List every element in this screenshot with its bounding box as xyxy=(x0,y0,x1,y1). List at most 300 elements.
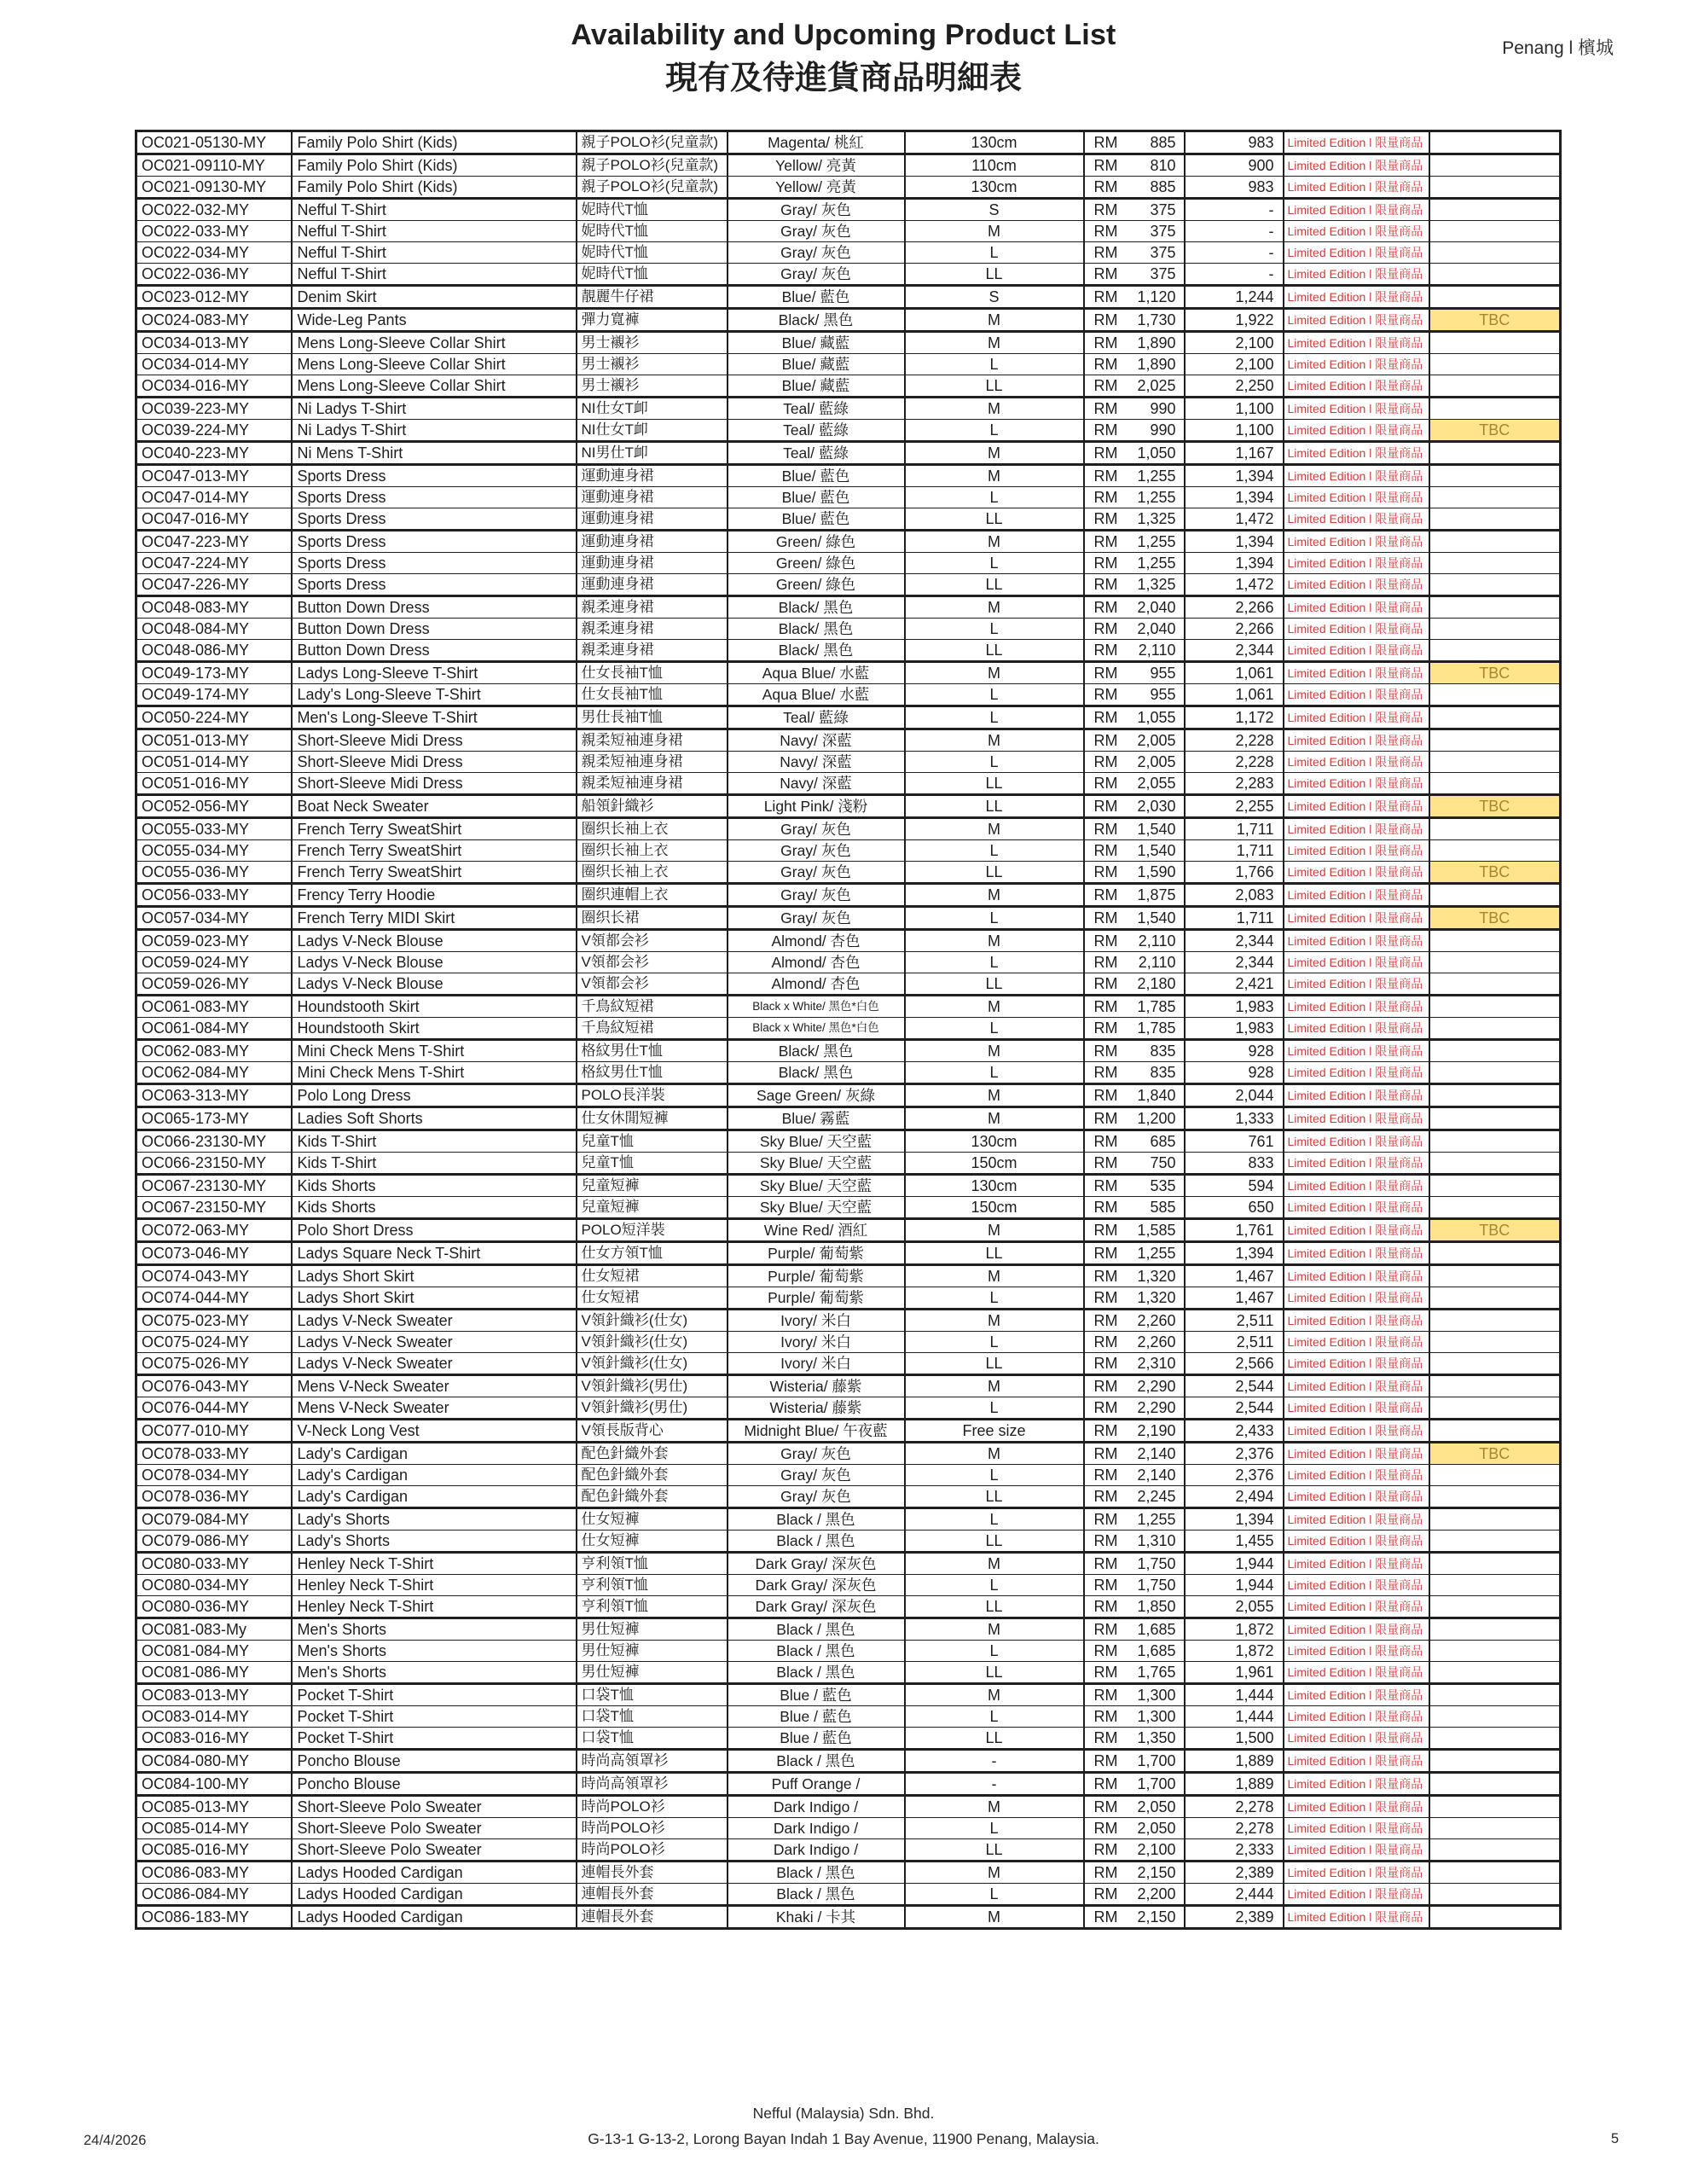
cell-size: L xyxy=(905,487,1084,508)
currency-label: RM xyxy=(1093,489,1118,506)
cell-color: Gray/ 灰色 xyxy=(728,907,905,930)
cell-product-code: OC074-043-MY xyxy=(136,1265,292,1287)
currency-label: RM xyxy=(1093,1289,1118,1306)
cell-price xyxy=(1084,1596,1185,1618)
cell-member-price: 2,444 xyxy=(1185,1884,1284,1906)
cell-product-name-zh: 仕女短褲 xyxy=(577,1508,728,1531)
cell-price xyxy=(1084,1084,1185,1107)
cell-tbc-status xyxy=(1429,1508,1561,1531)
cell-color: Black / 黑色 xyxy=(728,1750,905,1773)
cell-product-code: OC047-224-MY xyxy=(136,553,292,574)
cell-tbc-status xyxy=(1429,1818,1561,1839)
cell-product-name-en: Frency Terry Hoodie xyxy=(292,884,577,907)
table-row xyxy=(136,752,1561,773)
cell-color: Gray/ 灰色 xyxy=(728,862,905,884)
cell-member-price: 1,472 xyxy=(1185,508,1284,531)
cell-size: M xyxy=(905,309,1084,332)
cell-price xyxy=(1084,487,1185,508)
cell-product-code: OC080-033-MY xyxy=(136,1553,292,1575)
cell-product-name-en: Wide-Leg Pants xyxy=(292,309,577,332)
cell-size: M xyxy=(905,1107,1084,1130)
cell-price xyxy=(1084,465,1185,487)
cell-color: Almond/ 杏色 xyxy=(728,952,905,973)
table-row xyxy=(136,1040,1561,1062)
price-value: 2,050 xyxy=(1137,1798,1176,1815)
currency-label: RM xyxy=(1093,1511,1118,1528)
cell-product-name-zh: 仕女休閒短褲 xyxy=(577,1107,728,1130)
cell-tbc-status xyxy=(1429,884,1561,907)
cell-color: Teal/ 藍綠 xyxy=(728,706,905,729)
cell-tbc-status xyxy=(1429,1107,1561,1130)
cell-product-code: OC047-226-MY xyxy=(136,574,292,596)
cell-color: Black / 黑色 xyxy=(728,1884,905,1906)
cell-product-name-en: Ladys V-Neck Blouse xyxy=(292,973,577,996)
price-value: 2,040 xyxy=(1137,620,1176,637)
price-value: 2,025 xyxy=(1137,377,1176,394)
cell-product-name-zh: 時尚高領罩衫 xyxy=(577,1750,728,1773)
cell-product-name-en: Boat Neck Sweater xyxy=(292,795,577,818)
cell-color: Dark Gray/ 深灰色 xyxy=(728,1575,905,1596)
cell-price xyxy=(1084,199,1185,221)
cell-product-name-en: Mini Check Mens T-Shirt xyxy=(292,1062,577,1084)
table-row xyxy=(136,1219,1561,1242)
cell-size: M xyxy=(905,1040,1084,1062)
price-value: 2,110 xyxy=(1138,642,1176,659)
cell-size: M xyxy=(905,884,1084,907)
cell-price xyxy=(1084,1575,1185,1596)
cell-product-name-en: Lady's Cardigan xyxy=(292,1443,577,1465)
price-value: 1,590 xyxy=(1137,863,1176,880)
cell-member-price: 1,766 xyxy=(1185,862,1284,884)
cell-color: Gray/ 灰色 xyxy=(728,221,905,242)
cell-product-name-zh: 時尚POLO衫 xyxy=(577,1839,728,1862)
table-row xyxy=(136,177,1561,199)
cell-price xyxy=(1084,1353,1185,1375)
cell-product-name-en: Mens Long-Sleeve Collar Shirt xyxy=(292,354,577,375)
currency-label: RM xyxy=(1093,377,1118,394)
cell-product-name-en: Sports Dress xyxy=(292,465,577,487)
currency-label: RM xyxy=(1093,244,1118,261)
cell-size: M xyxy=(905,1443,1084,1465)
cell-product-name-zh: 親柔短袖連身裙 xyxy=(577,729,728,752)
currency-label: RM xyxy=(1093,821,1118,838)
cell-member-price: 2,044 xyxy=(1185,1084,1284,1107)
price-value: 2,005 xyxy=(1137,753,1176,770)
cell-product-name-en: Ladys Long-Sleeve T-Shirt xyxy=(292,662,577,684)
cell-limited-edition-label: Limited Edition l 限量商品 xyxy=(1284,574,1429,596)
cell-member-price: - xyxy=(1185,264,1284,286)
cell-limited-edition-label: Limited Edition l 限量商品 xyxy=(1284,1375,1429,1397)
cell-tbc-status xyxy=(1429,1084,1561,1107)
price-value: 1,540 xyxy=(1137,842,1176,859)
cell-product-name-zh: 親子POLO衫(兒童款) xyxy=(577,131,728,154)
cell-tbc-status xyxy=(1429,286,1561,309)
cell-member-price: 928 xyxy=(1185,1062,1284,1084)
table-row xyxy=(136,1553,1561,1575)
cell-product-name-en: Houndstooth Skirt xyxy=(292,1018,577,1040)
product-table xyxy=(135,130,1562,1930)
cell-size: 130cm xyxy=(905,177,1084,199)
cell-product-name-en: Ladys V-Neck Sweater xyxy=(292,1332,577,1353)
table-row xyxy=(136,242,1561,264)
cell-product-code: OC061-083-MY xyxy=(136,996,292,1018)
cell-product-code: OC078-036-MY xyxy=(136,1486,292,1508)
cell-price xyxy=(1084,1531,1185,1553)
table-row xyxy=(136,508,1561,531)
price-value: 2,180 xyxy=(1137,975,1176,992)
cell-price xyxy=(1084,596,1185,619)
cell-color: Teal/ 藍綠 xyxy=(728,442,905,465)
cell-limited-edition-label: Limited Edition l 限量商品 xyxy=(1284,930,1429,952)
table-row xyxy=(136,662,1561,684)
cell-size: L xyxy=(905,420,1084,442)
cell-price xyxy=(1084,840,1185,862)
footer-company-block xyxy=(0,2100,1687,2152)
cell-tbc-status xyxy=(1429,242,1561,264)
cell-size: M xyxy=(905,1906,1084,1929)
currency-label: RM xyxy=(1093,1043,1118,1060)
cell-price xyxy=(1084,1018,1185,1040)
cell-price xyxy=(1084,1486,1185,1508)
cell-size: M xyxy=(905,1796,1084,1818)
cell-limited-edition-label: Limited Edition l 限量商品 xyxy=(1284,264,1429,286)
cell-price xyxy=(1084,1130,1185,1153)
cell-price xyxy=(1084,1684,1185,1706)
cell-tbc-status xyxy=(1429,1153,1561,1175)
cell-product-name-en: Men's Shorts xyxy=(292,1662,577,1684)
currency-label: RM xyxy=(1093,157,1118,174)
cell-product-name-zh: 兒童T恤 xyxy=(577,1130,728,1153)
price-value: 2,150 xyxy=(1137,1908,1176,1926)
cell-member-price: 1,467 xyxy=(1185,1265,1284,1287)
cell-price xyxy=(1084,1040,1185,1062)
price-value: 810 xyxy=(1150,157,1176,174)
cell-color: Black / 黑色 xyxy=(728,1618,905,1641)
cell-product-name-en: Family Polo Shirt (Kids) xyxy=(292,154,577,177)
footer-address: G-13-1 G-13-2, Lorong Bayan Indah 1 Bay Avenue, 11900 Penang, Malaysia. xyxy=(588,2130,1099,2147)
cell-color: Black / 黑色 xyxy=(728,1641,905,1662)
table-row xyxy=(136,1443,1561,1465)
currency-label: RM xyxy=(1093,1532,1118,1549)
cell-member-price: 2,255 xyxy=(1185,795,1284,818)
cell-size: M xyxy=(905,1310,1084,1332)
cell-tbc-status xyxy=(1429,264,1561,286)
currency-label: RM xyxy=(1093,1621,1118,1638)
cell-price xyxy=(1084,264,1185,286)
cell-product-code: OC073-046-MY xyxy=(136,1242,292,1265)
cell-tbc-status xyxy=(1429,465,1561,487)
price-value: 1,255 xyxy=(1137,555,1176,572)
cell-color: Yellow/ 亮黃 xyxy=(728,177,905,199)
cell-limited-edition-label: Limited Edition l 限量商品 xyxy=(1284,1706,1429,1728)
cell-product-name-en: Ladys Square Neck T-Shirt xyxy=(292,1242,577,1265)
cell-limited-edition-label: Limited Edition l 限量商品 xyxy=(1284,1443,1429,1465)
cell-product-code: OC024-083-MY xyxy=(136,309,292,332)
cell-color: Gray/ 灰色 xyxy=(728,264,905,286)
cell-product-code: OC022-032-MY xyxy=(136,199,292,221)
currency-label: RM xyxy=(1093,1664,1118,1681)
cell-limited-edition-label: Limited Edition l 限量商品 xyxy=(1284,177,1429,199)
cell-price xyxy=(1084,1818,1185,1839)
cell-color: Sky Blue/ 天空藍 xyxy=(728,1197,905,1219)
cell-product-code: OC081-083-My xyxy=(136,1618,292,1641)
cell-tbc-status xyxy=(1429,1684,1561,1706)
cell-price xyxy=(1084,640,1185,662)
cell-member-price: 2,344 xyxy=(1185,930,1284,952)
currency-label: RM xyxy=(1093,1467,1118,1484)
table-row xyxy=(136,1310,1561,1332)
cell-color: Almond/ 杏色 xyxy=(728,973,905,996)
cell-size: LL xyxy=(905,508,1084,531)
table-row xyxy=(136,795,1561,818)
cell-limited-edition-label: Limited Edition l 限量商品 xyxy=(1284,1796,1429,1818)
cell-product-name-en: Ladys V-Neck Sweater xyxy=(292,1310,577,1332)
cell-limited-edition-label: Limited Edition l 限量商品 xyxy=(1284,1728,1429,1750)
cell-product-name-en: Ladys V-Neck Blouse xyxy=(292,930,577,952)
cell-size: LL xyxy=(905,1596,1084,1618)
cell-member-price: 2,544 xyxy=(1185,1375,1284,1397)
cell-product-name-zh: 兒童短褲 xyxy=(577,1175,728,1197)
price-value: 1,750 xyxy=(1137,1577,1176,1594)
cell-product-code: OC079-086-MY xyxy=(136,1531,292,1553)
cell-color: Green/ 綠色 xyxy=(728,574,905,596)
cell-member-price: 2,433 xyxy=(1185,1420,1284,1443)
cell-tbc-status xyxy=(1429,1062,1561,1084)
price-value: 1,055 xyxy=(1137,709,1176,726)
currency-label: RM xyxy=(1093,1268,1118,1285)
cell-member-price: 2,100 xyxy=(1185,354,1284,375)
cell-price xyxy=(1084,1465,1185,1486)
cell-product-name-en: Nefful T-Shirt xyxy=(292,264,577,286)
cell-color: Blue / 藍色 xyxy=(728,1684,905,1706)
table-row xyxy=(136,640,1561,662)
cell-member-price: 2,566 xyxy=(1185,1353,1284,1375)
cell-color: Blue / 藍色 xyxy=(728,1706,905,1728)
cell-price xyxy=(1084,375,1185,398)
currency-label: RM xyxy=(1093,932,1118,950)
table-row xyxy=(136,1884,1561,1906)
cell-color: Sky Blue/ 天空藍 xyxy=(728,1175,905,1197)
cell-tbc-status xyxy=(1429,1310,1561,1332)
table-row xyxy=(136,818,1561,840)
cell-limited-edition-label: Limited Edition l 限量商品 xyxy=(1284,1641,1429,1662)
currency-label: RM xyxy=(1093,1312,1118,1329)
cell-member-price: 2,544 xyxy=(1185,1397,1284,1420)
cell-limited-edition-label: Limited Edition l 限量商品 xyxy=(1284,752,1429,773)
cell-product-name-en: Men's Shorts xyxy=(292,1618,577,1641)
cell-member-price: 1,172 xyxy=(1185,706,1284,729)
cell-limited-edition-label: Limited Edition l 限量商品 xyxy=(1284,1265,1429,1287)
table-row xyxy=(136,1818,1561,1839)
cell-size: LL xyxy=(905,1486,1084,1508)
cell-product-code: OC023-012-MY xyxy=(136,286,292,309)
cell-price xyxy=(1084,1397,1185,1420)
cell-product-code: OC086-083-MY xyxy=(136,1862,292,1884)
cell-limited-edition-label: Limited Edition l 限量商品 xyxy=(1284,1906,1429,1929)
cell-product-code: OC081-084-MY xyxy=(136,1641,292,1662)
cell-price xyxy=(1084,1107,1185,1130)
cell-color: Wisteria/ 藤紫 xyxy=(728,1397,905,1420)
cell-product-code: OC047-014-MY xyxy=(136,487,292,508)
cell-color: Puff Orange / xyxy=(728,1773,905,1796)
cell-price xyxy=(1084,221,1185,242)
table-row xyxy=(136,1486,1561,1508)
cell-product-name-zh: NI男仕T卹 xyxy=(577,442,728,465)
price-value: 885 xyxy=(1150,134,1176,151)
cell-price xyxy=(1084,1175,1185,1197)
cell-member-price: 2,494 xyxy=(1185,1486,1284,1508)
currency-label: RM xyxy=(1093,1399,1118,1416)
cell-limited-edition-label: Limited Edition l 限量商品 xyxy=(1284,662,1429,684)
cell-product-name-zh: 兒童T恤 xyxy=(577,1153,728,1175)
cell-price xyxy=(1084,706,1185,729)
cell-product-name-en: V-Neck Long Vest xyxy=(292,1420,577,1443)
price-value: 955 xyxy=(1150,665,1176,682)
cell-product-name-zh: 格紋男仕T恤 xyxy=(577,1040,728,1062)
cell-size: 130cm xyxy=(905,1130,1084,1153)
price-value: 1,325 xyxy=(1137,576,1176,593)
cell-product-code: OC034-014-MY xyxy=(136,354,292,375)
table-row xyxy=(136,1197,1561,1219)
cell-product-code: OC034-013-MY xyxy=(136,332,292,354)
cell-color: Black / 黑色 xyxy=(728,1508,905,1531)
cell-limited-edition-label: Limited Edition l 限量商品 xyxy=(1284,1084,1429,1107)
cell-product-name-zh: 妮時代T恤 xyxy=(577,242,728,264)
price-value: 2,200 xyxy=(1137,1885,1176,1902)
cell-tbc-status xyxy=(1429,1465,1561,1486)
cell-product-code: OC075-026-MY xyxy=(136,1353,292,1375)
cell-tbc-status xyxy=(1429,1750,1561,1773)
currency-label: RM xyxy=(1093,642,1118,659)
cell-product-code: OC084-080-MY xyxy=(136,1750,292,1773)
cell-size: L xyxy=(905,354,1084,375)
currency-label: RM xyxy=(1093,1087,1118,1104)
price-value: 885 xyxy=(1150,178,1176,195)
cell-color: Dark Indigo / xyxy=(728,1818,905,1839)
cell-color: Purple/ 葡萄紫 xyxy=(728,1242,905,1265)
cell-product-name-zh: 仕女長袖T恤 xyxy=(577,662,728,684)
cell-product-name-zh: 亨利領T恤 xyxy=(577,1553,728,1575)
cell-product-code: OC085-014-MY xyxy=(136,1818,292,1839)
price-value: 955 xyxy=(1150,686,1176,703)
table-row xyxy=(136,1242,1561,1265)
table-row xyxy=(136,729,1561,752)
cell-product-name-zh: 仕女長袖T恤 xyxy=(577,684,728,706)
cell-member-price: 594 xyxy=(1185,1175,1284,1197)
cell-member-price: 2,376 xyxy=(1185,1465,1284,1486)
cell-limited-edition-label: Limited Edition l 限量商品 xyxy=(1284,952,1429,973)
cell-product-name-zh: 時尚POLO衫 xyxy=(577,1796,728,1818)
cell-product-name-zh: 彈力寬褲 xyxy=(577,309,728,332)
table-row xyxy=(136,199,1561,221)
cell-product-name-zh: 口袋T恤 xyxy=(577,1728,728,1750)
cell-price xyxy=(1084,1662,1185,1684)
currency-label: RM xyxy=(1093,1488,1118,1505)
table-row xyxy=(136,375,1561,398)
cell-size: L xyxy=(905,1575,1084,1596)
cell-price xyxy=(1084,531,1185,553)
cell-price xyxy=(1084,973,1185,996)
cell-product-name-en: Ladies Soft Shorts xyxy=(292,1107,577,1130)
cell-member-price: 1,100 xyxy=(1185,420,1284,442)
cell-price xyxy=(1084,1618,1185,1641)
cell-product-name-zh: 仕女方領T恤 xyxy=(577,1242,728,1265)
table-row xyxy=(136,221,1561,242)
cell-color: Dark Indigo / xyxy=(728,1839,905,1862)
currency-label: RM xyxy=(1093,1222,1118,1239)
cell-tbc-status xyxy=(1429,752,1561,773)
cell-size: L xyxy=(905,1287,1084,1310)
cell-size: M xyxy=(905,465,1084,487)
cell-price xyxy=(1084,1153,1185,1175)
cell-price xyxy=(1084,729,1185,752)
cell-product-code: OC062-084-MY xyxy=(136,1062,292,1084)
cell-price xyxy=(1084,1443,1185,1465)
currency-label: RM xyxy=(1093,798,1118,815)
page-title: Availability and Upcoming Product List xyxy=(571,19,1116,51)
currency-label: RM xyxy=(1093,842,1118,859)
cell-product-name-zh: 圈织长袖上衣 xyxy=(577,862,728,884)
cell-limited-edition-label: Limited Edition l 限量商品 xyxy=(1284,487,1429,508)
cell-limited-edition-label: Limited Edition l 限量商品 xyxy=(1284,996,1429,1018)
cell-limited-edition-label: Limited Edition l 限量商品 xyxy=(1284,508,1429,531)
cell-product-name-zh: 運動連身裙 xyxy=(577,574,728,596)
cell-color: Khaki / 卡其 xyxy=(728,1906,905,1929)
cell-member-price: 1,922 xyxy=(1185,309,1284,332)
table-row xyxy=(136,1641,1561,1662)
currency-label: RM xyxy=(1093,1555,1118,1572)
cell-color: Blue/ 藍色 xyxy=(728,487,905,508)
table-row xyxy=(136,1706,1561,1728)
price-value: 2,055 xyxy=(1137,775,1176,792)
price-value: 2,050 xyxy=(1137,1820,1176,1837)
cell-tbc-status xyxy=(1429,840,1561,862)
table-row xyxy=(136,553,1561,574)
cell-limited-edition-label: Limited Edition l 限量商品 xyxy=(1284,1353,1429,1375)
cell-member-price: 2,266 xyxy=(1185,619,1284,640)
cell-color: Black x White/ 黑色*白色 xyxy=(728,1018,905,1040)
cell-limited-edition-label: Limited Edition l 限量商品 xyxy=(1284,1107,1429,1130)
cell-member-price: 983 xyxy=(1185,177,1284,199)
price-value: 375 xyxy=(1150,223,1176,240)
table-row xyxy=(136,465,1561,487)
cell-product-name-en: Ladys Hooded Cardigan xyxy=(292,1906,577,1929)
cell-size: LL xyxy=(905,795,1084,818)
cell-price xyxy=(1084,286,1185,309)
currency-label: RM xyxy=(1093,178,1118,195)
table-row xyxy=(136,154,1561,177)
cell-tbc-status xyxy=(1429,1287,1561,1310)
cell-product-name-zh: 靚麗牛仔裙 xyxy=(577,286,728,309)
cell-member-price: 1,444 xyxy=(1185,1684,1284,1706)
currency-label: RM xyxy=(1093,1577,1118,1594)
cell-product-name-zh: 男仕長袖T恤 xyxy=(577,706,728,729)
cell-product-name-en: Kids Shorts xyxy=(292,1175,577,1197)
cell-price xyxy=(1084,177,1185,199)
cell-member-price: 1,472 xyxy=(1185,574,1284,596)
cell-color: Blue/ 藍色 xyxy=(728,508,905,531)
cell-tbc-status xyxy=(1429,930,1561,952)
cell-member-price: 1,061 xyxy=(1185,662,1284,684)
currency-label: RM xyxy=(1093,1841,1118,1858)
price-value: 2,290 xyxy=(1137,1378,1176,1395)
price-value: 2,140 xyxy=(1137,1445,1176,1462)
currency-label: RM xyxy=(1093,265,1118,282)
cell-product-code: OC079-084-MY xyxy=(136,1508,292,1531)
cell-color: Aqua Blue/ 水藍 xyxy=(728,684,905,706)
cell-product-name-en: Ladys Hooded Cardigan xyxy=(292,1862,577,1884)
cell-size: M xyxy=(905,729,1084,752)
